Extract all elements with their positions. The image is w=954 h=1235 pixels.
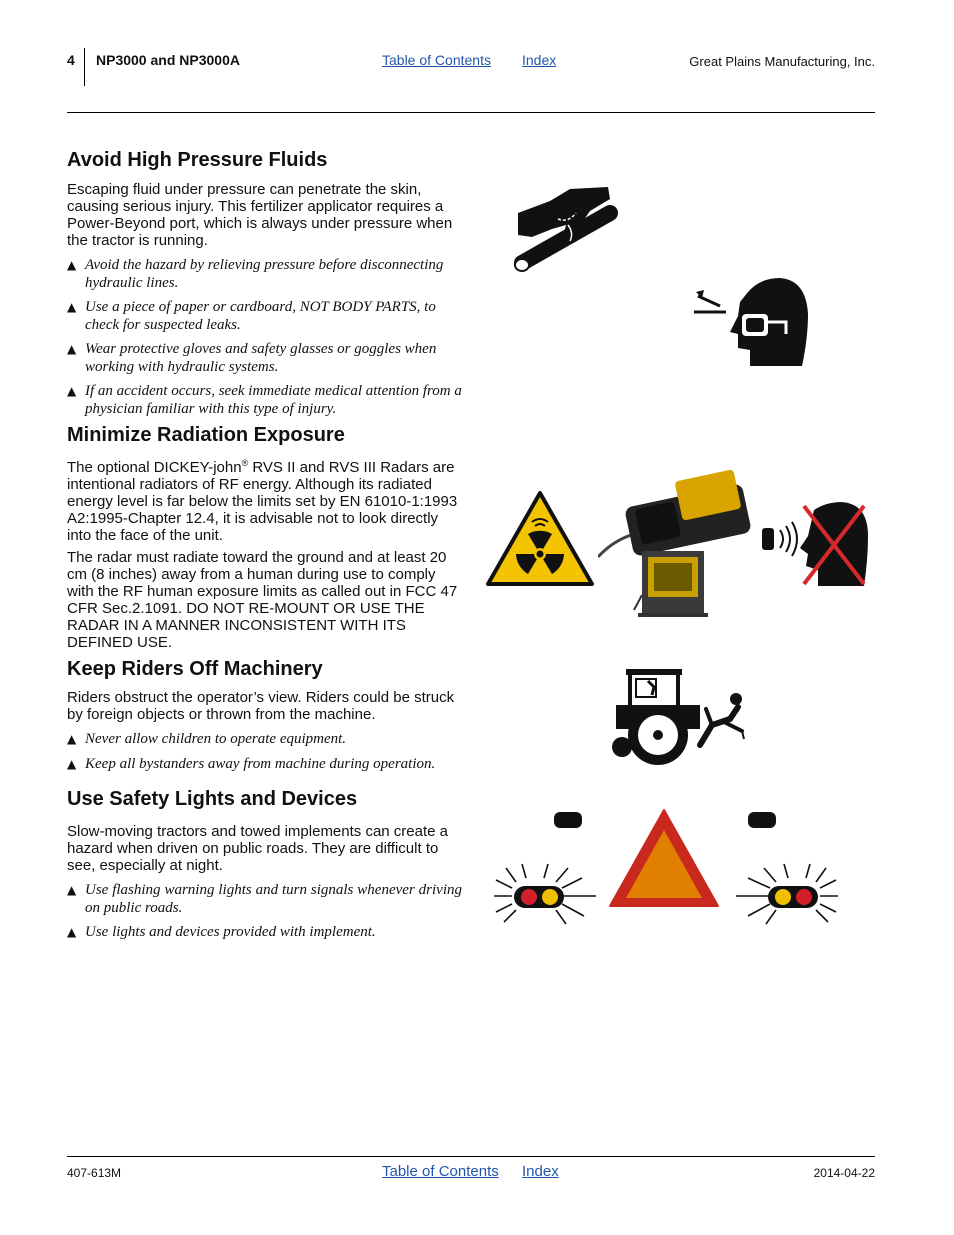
toc-link-header[interactable]: Table of Contents <box>382 52 491 68</box>
hand-injection-hazard-icon <box>510 183 620 278</box>
heading-keep-riders-off: Keep Riders Off Machinery <box>67 658 323 680</box>
slow-moving-vehicle-sign-icon <box>608 808 720 910</box>
heading-use-safety-lights: Use Safety Lights and Devices <box>67 788 358 810</box>
bullet-triangle-icon: ▲ <box>67 300 77 314</box>
page-number: 4 <box>67 52 75 68</box>
bullet-triangle-icon: ▲ <box>67 925 77 939</box>
radiation-warning-icon <box>484 490 596 588</box>
fluids-bullet-2: ▲ Use a piece of paper or cardboard, NOT BODY PARTS, to check for suspected leaks. <box>67 299 436 333</box>
header-divider <box>84 48 85 86</box>
document-number: 407-613M <box>67 1166 122 1180</box>
bullet-triangle-icon: ▲ <box>67 883 77 897</box>
lights-bullet-1: ▲ Use flashing warning lights and turn signals whenever driving on public roads. <box>67 882 462 916</box>
lights-bullet-2: ▲ Use lights and devices provided with implement. <box>67 924 376 940</box>
do-not-look-at-radar-icon <box>760 500 870 588</box>
safety-goggles-head-icon <box>690 278 810 370</box>
bullet-triangle-icon: ▲ <box>67 342 77 356</box>
publication-date: 2014-04-22 <box>813 1166 875 1180</box>
radiation-paragraph-1: The optional DICKEY-john® RVS II and RVS III Radars are intentional radiators of RF energy. Although its radiated energy level is far below the limits set by EN 61010-1:1993 A2:1995-Chapter 12.4, it is advisable not to look directly into the face of the unit. <box>67 458 458 544</box>
toc-link-footer[interactable]: Table of Contents <box>382 1163 499 1180</box>
bullet-triangle-icon: ▲ <box>67 258 77 272</box>
warning-lamp-left-icon <box>492 808 598 928</box>
heading-minimize-radiation: Minimize Radiation Exposure <box>67 424 345 446</box>
fluids-bullet-3: ▲ Wear protective gloves and safety glasses or goggles when working with hydraulic systems. <box>67 341 437 375</box>
header-rule <box>67 112 875 113</box>
index-link-header[interactable]: Index <box>522 52 557 68</box>
bullet-triangle-icon: ▲ <box>67 732 77 746</box>
fluids-bullet-4: ▲ If an accident occurs, seek immediate medical attention from a physician familiar with this type of injury. <box>67 383 462 417</box>
fluids-bullet-1: ▲ Avoid the hazard by relieving pressure before disconnecting hydraulic lines. <box>67 257 444 291</box>
bullet-triangle-icon: ▲ <box>67 384 77 398</box>
lights-paragraph: Slow-moving tractors and towed implements can create a hazard when driven on public roads. They are difficult to see, especially at night. <box>67 823 449 874</box>
fluids-paragraph: Escaping fluid under pressure can penetrate the skin, causing serious injury. This fertilizer applicator requires a Power-Beyond port, which is always under pressure when the tractor is running. <box>67 181 453 249</box>
footer-rule <box>67 1156 875 1157</box>
radar-unit-image <box>598 465 753 625</box>
document-title: NP3000 and NP3000A <box>96 52 240 68</box>
riders-paragraph: Riders obstruct the operator’s view. Riders could be struck by foreign objects or thrown from the machine. <box>67 689 455 723</box>
warning-lamp-right-icon <box>734 808 840 928</box>
riders-bullet-1: ▲ Never allow children to operate equipment. <box>67 731 347 747</box>
heading-high-pressure-fluids: Avoid High Pressure Fluids <box>67 149 328 171</box>
rider-falling-from-tractor-icon <box>612 665 747 767</box>
index-link-footer[interactable]: Index <box>522 1163 559 1180</box>
riders-bullet-2: ▲ Keep all bystanders away from machine during operation. <box>67 756 436 772</box>
bullet-triangle-icon: ▲ <box>67 757 77 771</box>
company-name: Great Plains Manufacturing, Inc. <box>689 54 875 69</box>
radiation-paragraph-2: The radar must radiate toward the ground and at least 20 cm (8 inches) away from a human during use to comply with the RF human exposure limits as called out in FCC 47 CFR Sec.2.1091. DO NOT RE-MOUNT OR USE THE RADAR IN A MANNER INCONSISTENT WITH ITS DEFINED USE. <box>67 549 458 651</box>
